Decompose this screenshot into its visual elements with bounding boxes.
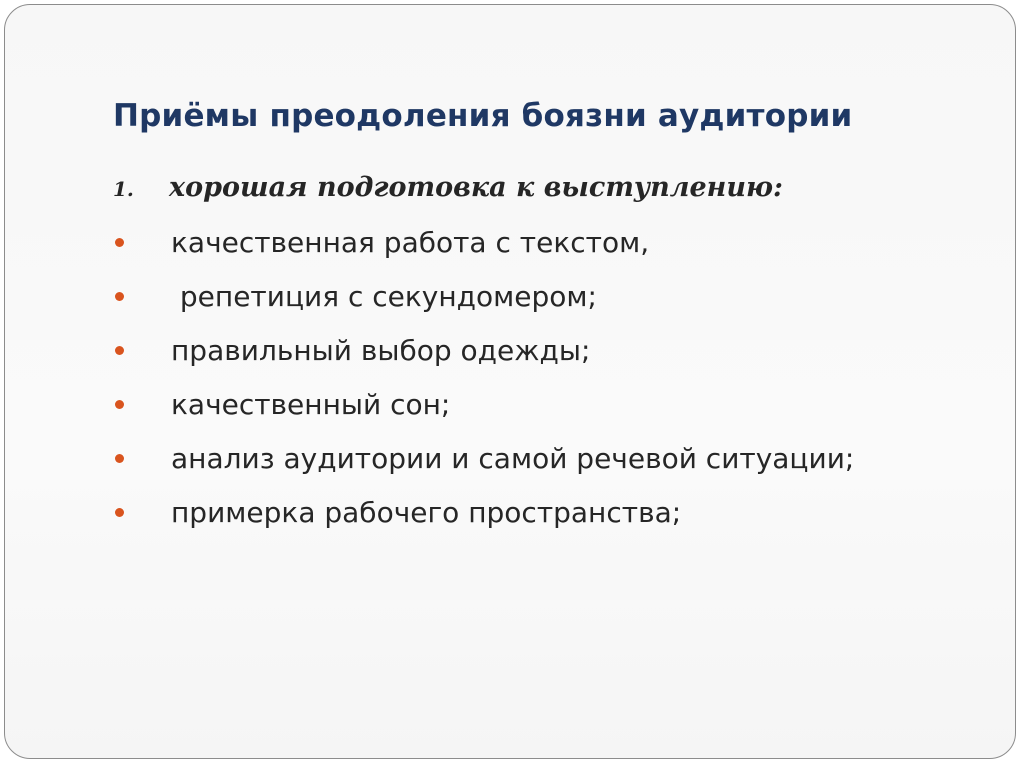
bullet-icon <box>115 238 124 247</box>
list-item-text: примерка рабочего пространства; <box>171 496 682 529</box>
bullet-icon <box>115 292 124 301</box>
list-item-text: анализ аудитории и самой речевой ситуации; <box>171 442 855 475</box>
list-item-text: правильный выбор одежды; <box>171 334 591 367</box>
list-item-text: качественная работа с текстом, <box>171 226 650 259</box>
bullet-icon <box>115 508 124 517</box>
bullet-icon <box>115 454 124 463</box>
heading-number: 1. <box>113 177 134 201</box>
slide-title: Приёмы преодоления боязни аудитории <box>113 98 853 134</box>
bullet-icon <box>115 346 124 355</box>
bullet-icon <box>115 400 124 409</box>
list-item-text: качественный сон; <box>171 388 451 421</box>
list-item-text: репетиция с секундомером; <box>171 280 597 313</box>
numbered-heading <box>113 172 783 203</box>
heading-text: хорошая подготовка к выступлению: <box>169 172 783 203</box>
